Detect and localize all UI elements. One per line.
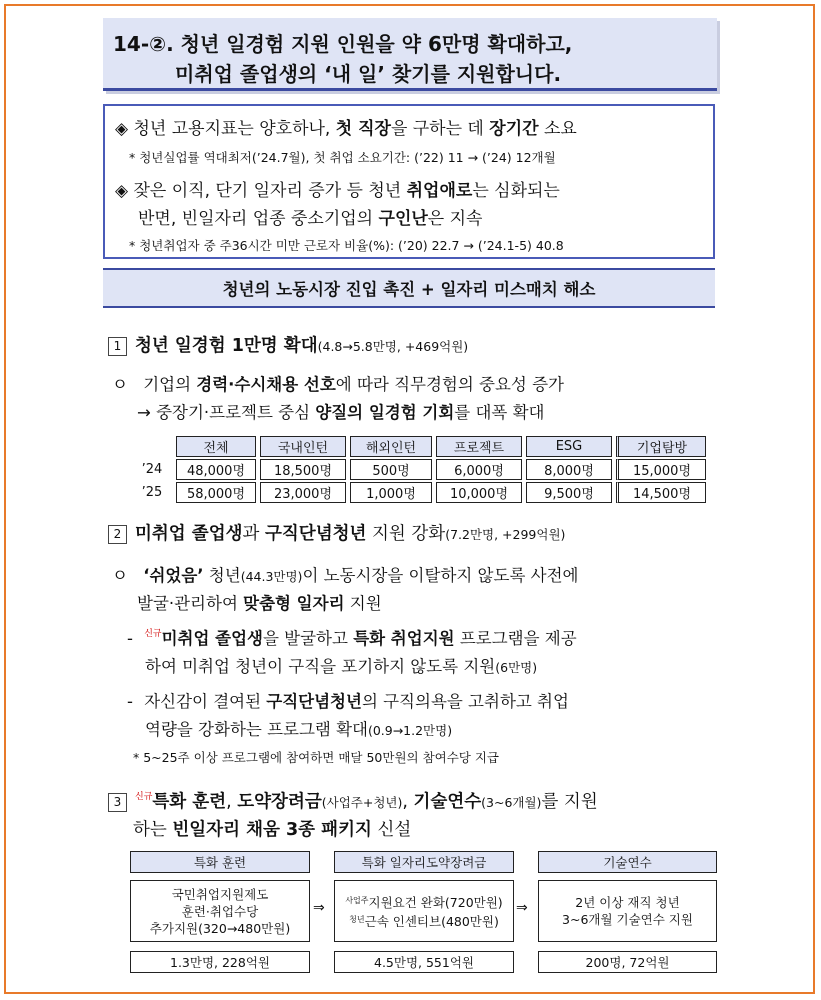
section-1-number: 1 [108, 337, 127, 356]
diamond-icon: ◈ [115, 181, 129, 201]
section-2-dash-1-cont: 하여 미취업 청년이 구직을 포기하지 않도록 지원(6만명) [145, 657, 538, 676]
summary-bullet-1: ◈ 청년 고용지표는 양호하나, 첫 직장을 구하는 데 장기간 소요 [115, 119, 577, 139]
section-2-number: 2 [108, 525, 127, 544]
new-badge: 신규 [135, 792, 153, 802]
package-1-body: 국민취업지원제도 훈련·취업수당 추가지원(320→480만원) [130, 880, 310, 942]
table-cell: 500명 [350, 459, 432, 480]
section-banner: 청년의 노동시장 진입 촉진 + 일자리 미스매치 해소 [103, 268, 715, 308]
summary-bullet-2: ◈ 잦은 이직, 단기 일자리 증가 등 청년 취업애로는 심화되는 [115, 181, 560, 201]
internship-table [128, 434, 710, 505]
section-2-line-2: 발굴·관리하여 맞춤형 일자리 지원 [137, 594, 382, 613]
section-2-dash-2: - 자신감이 결여된 구직단념청년의 구직의욕을 고취하고 취업 [127, 692, 569, 711]
section-1-line-2: → 중장기·프로젝트 중심 양질의 일경험 기회를 대폭 확대 [137, 403, 545, 422]
summary-bullet-2-cont: 반면, 빈일자리 업종 중소기업의 구인난은 지속 [138, 209, 483, 229]
section-2-dash-2-cont: 역량을 강화하는 프로그램 확대(0.9→1.2만명) [145, 720, 453, 739]
section-2-line-1: ㅇ ‘쉬었음’ 청년(44.3만명)이 노동시장을 이탈하지 않도록 사전에 [112, 566, 579, 585]
table-header: 국내인턴 [260, 436, 346, 457]
title-line-2: 미취업 졸업생의 ‘내 일’ 찾기를 지원합니다. [175, 62, 562, 86]
table-cell: 1,000명 [350, 482, 432, 503]
diamond-icon: ◈ [115, 119, 129, 139]
table-header: 해외인턴 [350, 436, 432, 457]
table-cell: 58,000명 [176, 482, 256, 503]
table-row [132, 459, 706, 480]
section-3-title: 3 $^{신규}$특화 훈련, 도약장려금(사업주+청년), 기술연수(3~6개월)를 지원 [108, 788, 598, 813]
table-cell: 9,500명 [526, 482, 612, 503]
page-title [103, 18, 717, 91]
table-header: 프로젝트 [436, 436, 522, 457]
table-header-row [132, 436, 706, 457]
section-2-dash-1: - $^{신규}$미취업 졸업생을 발굴하고 특화 취업지원 프로그램을 제공 [127, 629, 577, 648]
package-2-header: 특화 일자리도약장려금 [334, 851, 514, 873]
table-cell: 6,000명 [436, 459, 522, 480]
package-2-footer: 4.5만명, 551억원 [334, 951, 514, 973]
table-header: ESG [526, 436, 612, 457]
new-badge: 신규 [144, 629, 162, 639]
row-label: ’25 [141, 485, 163, 500]
section-1-line-1: ㅇ 기업의 경력·수시채용 선호에 따라 직무경험의 중요성 증가 [112, 375, 564, 394]
title-line-1: 14-②. 청년 일경험 지원 인원을 약 6만명 확대하고, [113, 32, 573, 56]
package-1-header: 특화 훈련 [130, 851, 310, 873]
table-cell: 8,000명 [526, 459, 612, 480]
table-cell: 15,000명 [616, 459, 706, 480]
package-2-body: $^{사업주}$지원요건 완화(720만원) $^{청년}$근속 인센티브(480만원) [334, 880, 514, 942]
arrow-icon: ⇒ [313, 900, 325, 916]
table-header: 기업탐방 [616, 436, 706, 457]
section-3-number: 3 [108, 793, 127, 812]
summary-note-1: * 청년실업률 역대최저(’24.7월), 첫 취업 소요기간: (’22) 11 → (’24) 12개월 [129, 150, 556, 165]
table-row [132, 482, 706, 503]
section-1-title: 1 청년 일경험 1만명 확대(4.8→5.8만명, +469억원) [108, 332, 468, 357]
package-3-body: 2년 이상 재직 청년 3~6개월 기술연수 지원 [538, 880, 717, 942]
package-1-footer: 1.3만명, 228억원 [130, 951, 310, 973]
row-label: ’24 [141, 462, 163, 477]
arrow-icon: ⇒ [516, 900, 528, 916]
section-2-title: 2 미취업 졸업생과 구직단념청년 지원 강화(7.2만명, +299억원) [108, 520, 565, 545]
summary-note-2: * 청년취업자 중 주36시간 미만 근로자 비율(%): (’20) 22.7 → (’24.1-5) 40.8 [129, 238, 564, 253]
package-3-footer: 200명, 72억원 [538, 951, 717, 973]
table-cell: 10,000명 [436, 482, 522, 503]
table-cell: 23,000명 [260, 482, 346, 503]
table-header: 전체 [176, 436, 256, 457]
summary-box [103, 104, 715, 259]
section-3-title-cont: 하는 빈일자리 채움 3종 패키지 신설 [133, 820, 412, 840]
table-cell: 18,500명 [260, 459, 346, 480]
table-cell: 48,000명 [176, 459, 256, 480]
package-3-header: 기술연수 [538, 851, 717, 873]
section-2-note: * 5~25주 이상 프로그램에 참여하면 매달 50만원의 참여수당 지급 [133, 750, 500, 765]
table-cell: 14,500명 [616, 482, 706, 503]
